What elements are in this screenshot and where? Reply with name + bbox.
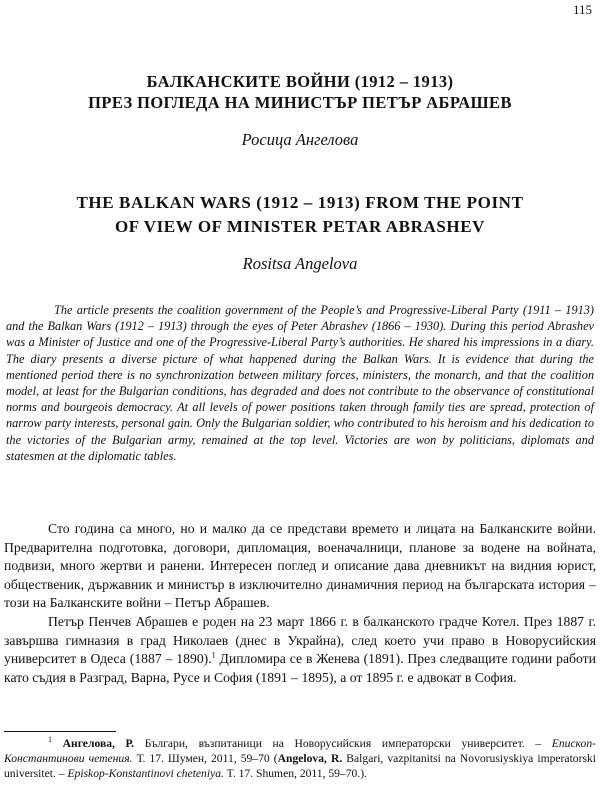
- body-paragraph: Сто година са много, но и малко да се представи времето и лицата на Балканските войни. Предварителна подготовка, договори, дипломация, военачалници, планове за водене на войната, подвизи, много жертви и ранени. Интересен поглед и описание дава дневникът на видния юрист, общественик, държавник и министър в изключително динамичния период на българската история – този на Балканските войни – Петър Абрашев.: [4, 521, 596, 611]
- author-name-english: Rositsa Angelova: [242, 254, 358, 273]
- footnote-text: T. 17. Shumen, 2011, 59–70.).: [223, 767, 368, 781]
- author-name-bulgarian: Росица Ангелова: [241, 130, 359, 149]
- page-number: 115: [572, 2, 592, 17]
- body-text: [4, 520, 596, 687]
- footnote-text: Balgari, vazpitanitsi na Novorusiyskiya imperatorski universitet. –: [4, 752, 596, 781]
- footnote-author-bulgarian: Ангелова, Р.: [62, 737, 135, 750]
- footnote-text: Т. 17. Шумен, 2011, 59–70 (: [132, 752, 278, 766]
- footnote-number: 1: [48, 735, 52, 745]
- abstract: The article presents the coalition government of the People’s and Progressive-Liberal Party (1911 – 1913) and the Balkan Wars (1912 – 1913) through the eyes of Peter Abrashev (1866 – 1930). During this period Abrashev was a Minister of Justice and one of the Progressive-Liberal Party’s authorities. He shared his impressions in a diary. The diary presents a diverse picture of what happened during the Balkan Wars. It is evidence that during the mentioned period there is no synchronization between military forces, ministers, the monarch, and that the coalition model, at least for the Bulgarian conditions, has degraded and does not contribute to the observance of constitutional norms and bourgeois democracy. At all levels of power positions taken through family ties are spread, protection of narrow party interests, personal gain. Only the Bulgarian soldier, who contributed to his heroism and his dedication to the victories of the Bulgarian army, remained at the top level. Victories are won by politicians, diplomats and statesmen at the diplomatic tables.: [6, 303, 594, 463]
- footnote-divider: [4, 731, 116, 732]
- footnote-author-latin: Angelova, R.: [277, 752, 343, 766]
- article-title-english-line1: THE BALKAN WARS (1912 – 1913) FROM THE POINT: [76, 193, 524, 212]
- paragraph-text: Дипломира се в Женева (1891). През следващите години работи като съдия в Разград, Варна, Русе и София (1891 – 1895), а от 1895 г. е адвокат в София.: [4, 651, 596, 685]
- article-title-bulgarian-line2: ПРЕЗ ПОГЛЕДА НА МИНИСТЪР ПЕТЪР АБРАШЕВ: [88, 93, 512, 112]
- paragraph-text: Петър Пенчев Абрашев е роден на 23 март 1866 г. в балканското градче Котел. През 1887 г. завършва гимназия в град Николаев (днес в Украйна), след което учи право в Новорусийския университет в Одеса (1887 – 1890).: [4, 613, 596, 667]
- article-title-bulgarian-line1: БАЛКАНСКИТЕ ВОЙНИ (1912 – 1913): [146, 72, 454, 91]
- footnote-journal-latin: Episkop-Konstantinovi cheteniya.: [67, 767, 224, 781]
- footnote-reference[interactable]: 1: [211, 650, 216, 660]
- footnote: [4, 736, 596, 782]
- body-paragraph: [4, 613, 596, 687]
- footnote-text: Българи, възпитаници на Новорусийския императорски университет. –: [134, 737, 552, 750]
- article-title-english-line2: OF VIEW OF MINISTER PETAR ABRASHEV: [114, 217, 486, 236]
- footnote-journal-bulgarian: Епископ-Константинови четения.: [4, 737, 596, 766]
